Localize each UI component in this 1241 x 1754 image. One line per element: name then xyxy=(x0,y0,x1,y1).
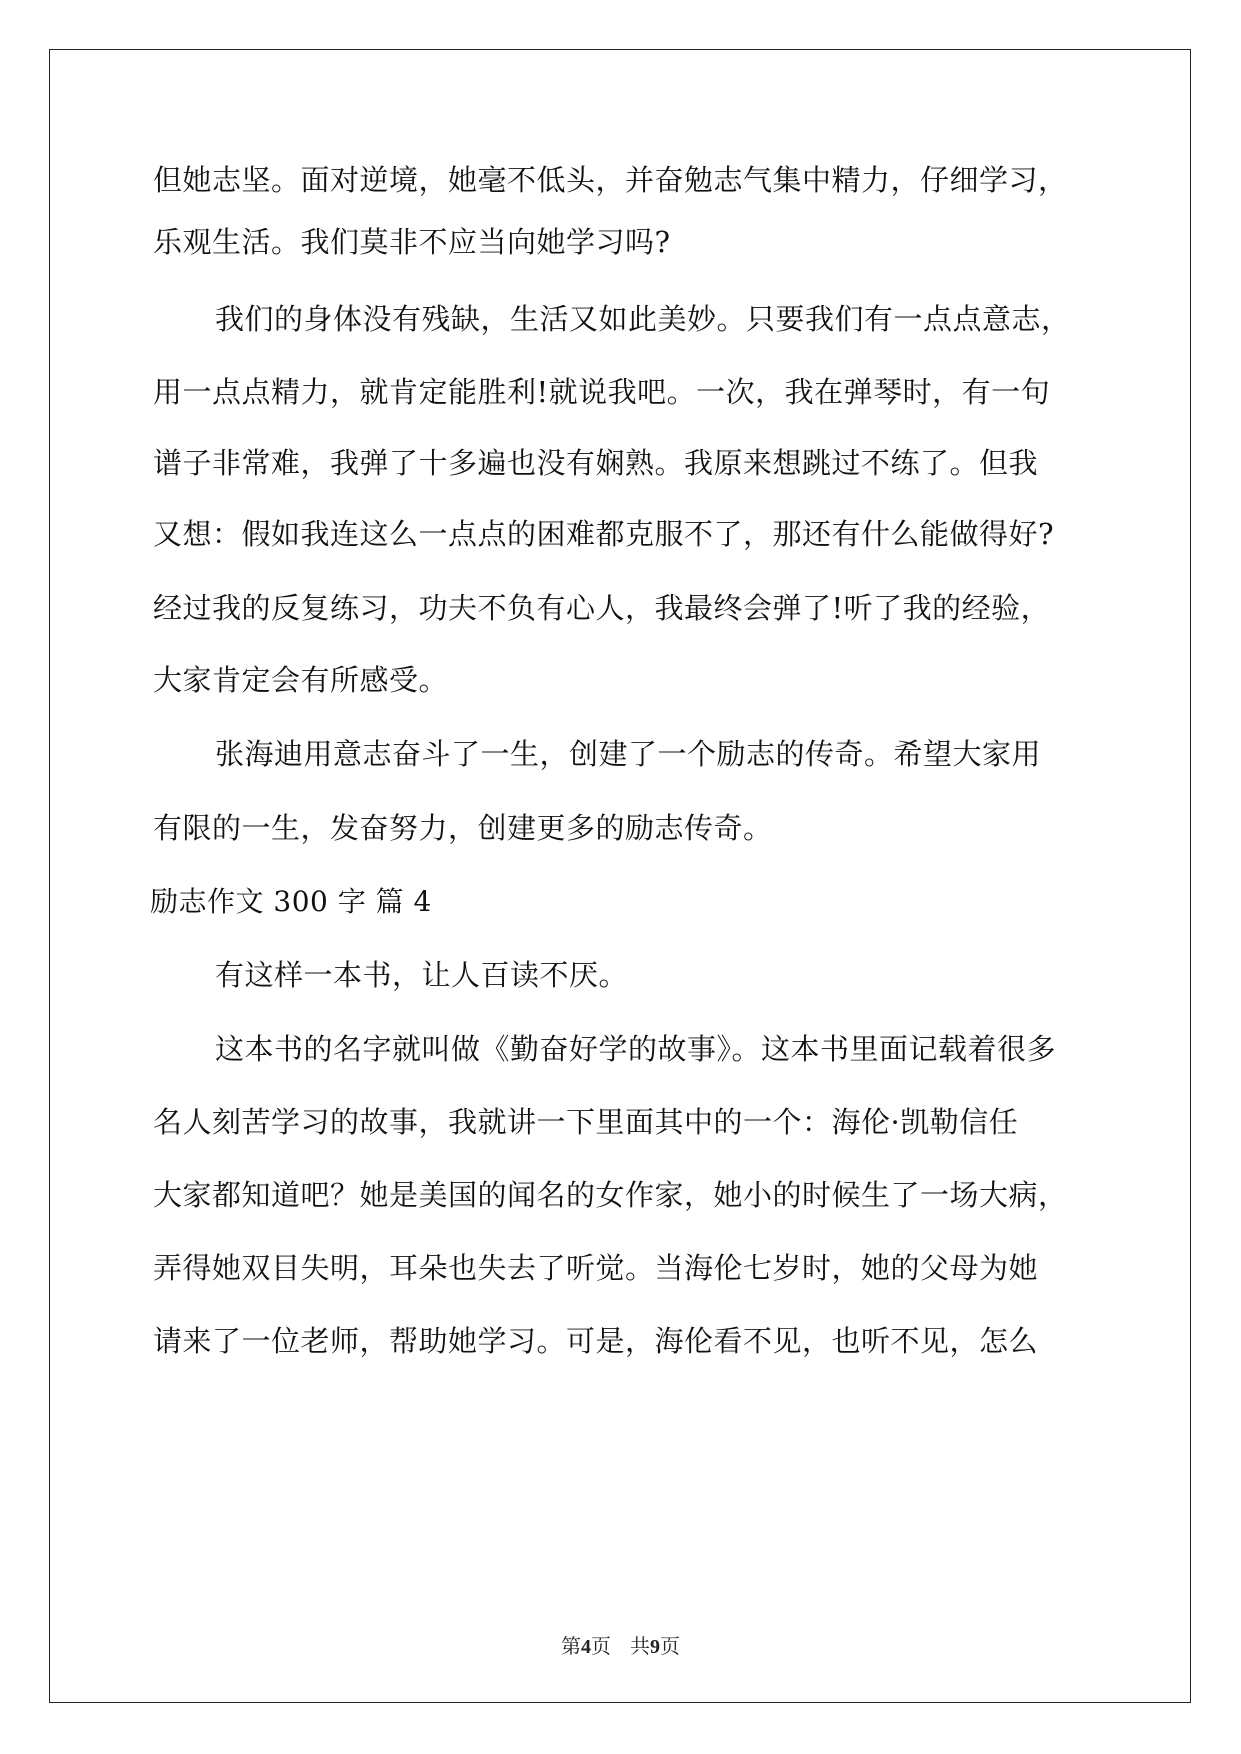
section-heading: 励志作文 300 字 篇 4 xyxy=(150,885,432,918)
footer-suffix: 页 xyxy=(660,1634,681,1658)
text-line: 但她志坚。面对逆境，她毫不低头，并奋勉志气集中精力，仔细学习， xyxy=(153,163,1068,197)
paragraph-start-line: 张海迪用意志奋斗了一生，创建了一个励志的传奇。希望大家用 xyxy=(215,737,1042,771)
text-line: 有限的一生，发奋努力，创建更多的励志传奇。 xyxy=(153,811,773,845)
text-line: 谱子非常难，我弹了十多遍也没有娴熟。我原来想跳过不练了。但我 xyxy=(153,446,1039,480)
footer-middle: 页 共 xyxy=(590,1634,651,1658)
text-line: 弄得她双目失明，耳朵也失去了听觉。当海伦七岁时，她的父母为她 xyxy=(153,1251,1039,1285)
paragraph-start-line: 我们的身体没有残缺，生活又如此美妙。只要我们有一点点意志， xyxy=(215,302,1071,336)
page-number-footer xyxy=(0,1630,1241,1659)
text-line: 大家都知道吧？她是美国的闻名的女作家，她小的时候生了一场大病， xyxy=(153,1178,1068,1212)
text-line: 乐观生活。我们莫非不应当向她学习吗? xyxy=(153,225,671,259)
text-line: 请来了一位老师，帮助她学习。可是，海伦看不见，也听不见，怎么 xyxy=(153,1324,1039,1358)
total-page-count: 9 xyxy=(650,1636,661,1658)
text-line: 用一点点精力，就肯定能胜利!就说我吧。一次，我在弹琴时，有一句 xyxy=(153,375,1051,409)
text-line: 又想：假如我连这么一点点的困难都克服不了，那还有什么能做得好? xyxy=(153,517,1055,551)
text-line: 经过我的反复练习，功夫不负有心人，我最终会弹了!听了我的经验， xyxy=(153,591,1051,625)
paragraph-start-line: 这本书的名字就叫做《勤奋好学的故事》。这本书里面记载着很多 xyxy=(215,1032,1057,1066)
text-line: 名人刻苦学习的故事，我就讲一下里面其中的一个：海伦·凯勒信任 xyxy=(153,1105,1019,1139)
paragraph-start-line: 有这样一本书，让人百读不厌。 xyxy=(215,958,629,992)
page-border xyxy=(49,49,1191,1703)
text-line: 大家肯定会有所感受。 xyxy=(153,663,449,697)
footer-prefix: 第 xyxy=(560,1634,581,1658)
current-page-number: 4 xyxy=(580,1636,591,1658)
